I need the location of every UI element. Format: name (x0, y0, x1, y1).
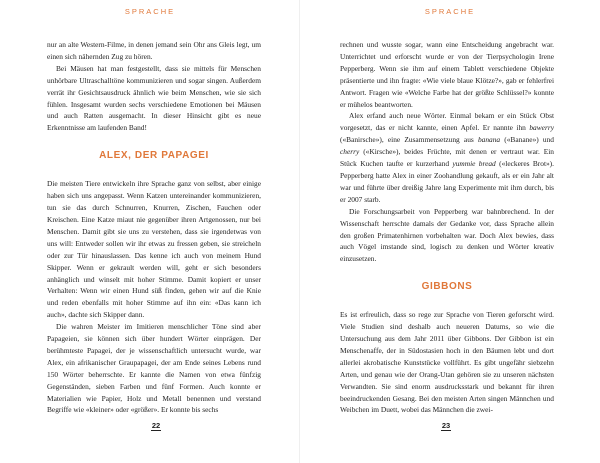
right-page-body (340, 39, 554, 416)
paragraph: Die wahren Meister im Imitieren menschlicher Töne sind aber Papageien, sie können sich über hundert Wörter einprägen. Der berühmteste Papagei, der je wissenschaftlich untersucht wurde, war Alex, ein afrikanischer Graupapagei, der am Ende seines Lebens rund 150 Wörter beherrschte. Er kannte die Namen von etwa fünfzig Gegenständen, sieben Farben und fünf Formen. Auch konnte er Materialien wie Papier, Holz und Metall benennen und verstand Begriffe wie «kleiner» oder «größer». Er konnte bis sechs (47, 322, 261, 415)
italic-word: banana (477, 135, 501, 145)
page-number (6, 421, 306, 430)
running-head: SPRACHE (424, 7, 476, 16)
page-number-text: 22 (151, 421, 161, 430)
text-run: Alex erfand auch neue Wörter. Einmal bekam er ein Stück Obst vorgesetzt, das er nicht kannte, einen Apfel. Er nannte ihn (340, 111, 554, 133)
paragraph: Die meisten Tiere entwickeln ihre Sprache ganz von selbst, aber einige haben sich uns angepasst. Wenn Katzen untereinander kommunizieren, tun sie das durch Schnurren, Knurren, Zischen, Fauchen oder Kreischen. Eine Katze miaut nie gegenüber ihren Artgenossen, nur bei Menschen. Damit gibt sie uns zu verstehen, dass sie irgendetwas von uns will: Entweder sollen wir ihr etwas zu fressen geben, sie streicheln oder zur Tür hinauslassen. Das kenne ich auch von meinem Hund Skipper. Wenn er gekrault werden will, geht er sich besonders anhänglich und winselt mit hoher Stimme. Damit kopiert er unser Verhalten: Wenn wir einen Hund süß finden, gehen wir auf die Knie und reden ebenfalls mit hoher Stimme auf ihn ein: «Das kann ich auch», dachte sich Skipper dann. (47, 179, 261, 320)
page-number (296, 421, 596, 430)
page-number-text: 23 (441, 421, 451, 430)
section-heading: GIBBONS (421, 281, 473, 293)
paragraph: Bei Mäusen hat man festgestellt, dass sie mittels für Menschen unhörbare Ultraschalltöne kommunizieren und sogar singen. Außerdem verrät ihr Gesichtsausdruck ähnlich wie beim Menschen, wie sie sich fühlen. Insgesamt wurden sechs verschiedene Emotionen bei Mäusen und auch Ratten ausgemacht. In dieser Hinsicht gibt es neue Erkenntnisse am laufenden Band! (47, 63, 261, 133)
text-run: («leckeres Brot»). Pepperberg hatte Alex in einer Zoohandlung gekauft, als er ein Jahr alt war und führte über dreißig Jahre lang Experimente mit ihm durch, bis er 2007 starb. (340, 159, 554, 204)
text-run: («Banane») und (500, 135, 554, 145)
running-head: SPRACHE (124, 7, 176, 16)
italic-word: yummie bread (452, 159, 496, 169)
text-run: («Banirsche»), eine Zusammensetzung aus (340, 135, 478, 145)
paragraph: Die Forschungsarbeit von Pepperberg war bahnbrechend. In der Wissenschaft herrschte damals der Gedanke vor, dass Sprache allein den großen Primatenhirnen vorbehalten war. Doch Alex bewies, dass auch Vögel imstande sind, logisch zu denken und Wörter kreativ einzusetzen. (340, 206, 554, 264)
paragraph (340, 110, 554, 205)
paragraph: rechnen und wusste sogar, wann eine Entscheidung angebracht war. Unterrichtet und erforscht wurde er von der Tierpsychologin Irene Pepperberg. Wenn sie ihm auf einem Tablett verschiedene Objekte präsentierte und ihn fragte: «Wie viele blaue Klötze?», gab er fehlerfrei Antwort. Fragen wie «Welche Farbe hat der größte Schlüssel?» konnte er mühelos beantworten. (340, 40, 554, 109)
italic-word: bawerry (529, 123, 554, 133)
paragraph: Es ist erfreulich, dass so rege zur Sprache von Tieren geforscht wird. Viele Studien sind deshalb auch neueren Datums, so wie die Untersuchung aus dem Jahr 2011 über Gibbons. Der Gibbon ist ein Menschenaffe, der in Südostasien hoch in den Bäumen lebt und dort allerlei akrobatische Kunststücke vollführt. Es gibt ungefähr siebzehn Arten, und genau wie der Orang-Utan gehören sie zu unseren nächsten Verwandten. Sie sind enorm ausdrucksstark und bekannt für ihren beeindruckenden Gesang. Bei den meisten Arten singen Männchen und Weibchen im Duett, wobei das Männchen die zwei- (340, 310, 554, 415)
right-page (300, 0, 600, 463)
section-heading: ALEX, DER PAPAGEI (99, 150, 209, 162)
italic-word: cherry (340, 147, 360, 157)
paragraph: nur an alte Western-Filme, in denen jemand sein Ohr ans Gleis legt, um einen sich nähernden Zug zu hören. (47, 40, 261, 61)
text-run: («Kirsche»), beides Früchte, mit denen er vertraut war. Ein Stück Kuchen taufte er kurzerhand (340, 147, 554, 169)
left-page-body (47, 39, 261, 416)
